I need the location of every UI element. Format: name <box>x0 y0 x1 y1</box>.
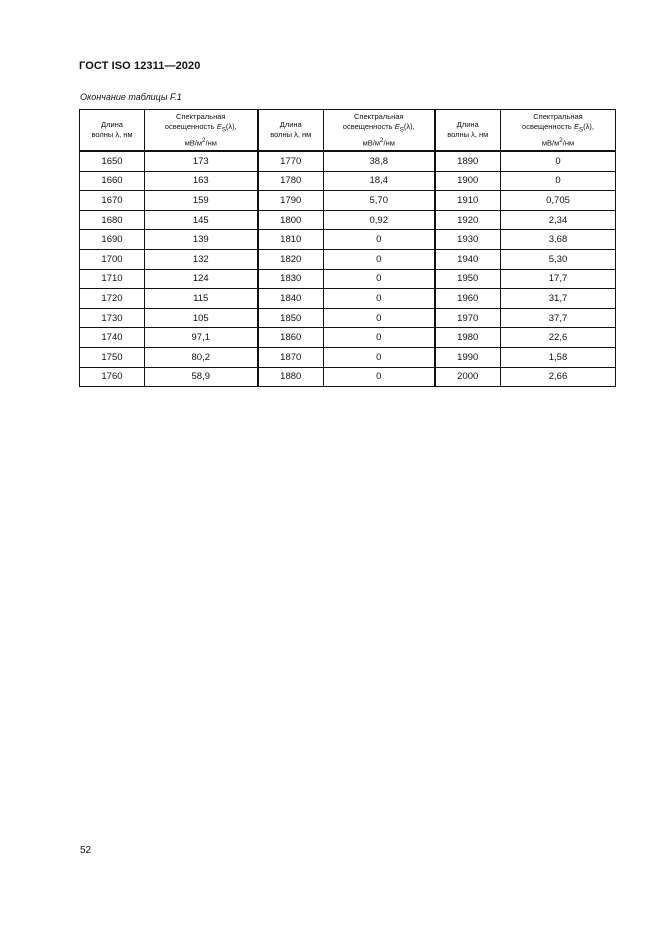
wavelength-cell: 1940 <box>435 249 501 269</box>
wavelength-cell: 1650 <box>80 151 145 171</box>
table-row <box>80 210 616 230</box>
column-header-line1: Длина <box>279 120 302 129</box>
wavelength-cell: 1810 <box>258 230 324 250</box>
irradiance-cell: 58,9 <box>145 367 258 387</box>
irradiance-cell: 0,92 <box>324 210 435 230</box>
irradiance-cell: 17,7 <box>501 269 616 289</box>
wavelength-cell: 1960 <box>435 289 501 309</box>
irradiance-cell: 31,7 <box>501 289 616 309</box>
column-header-line1: Длина <box>101 120 123 129</box>
irradiance-cell: 124 <box>145 269 258 289</box>
table-row <box>80 328 616 348</box>
irradiance-cell: 97,1 <box>145 328 258 348</box>
column-header-line1: Спектральная <box>354 112 404 121</box>
table-row <box>80 151 616 171</box>
column-header-arg: (λ), <box>403 122 415 131</box>
irradiance-cell: 37,7 <box>501 308 616 328</box>
wavelength-cell: 1770 <box>258 151 324 171</box>
wavelength-cell: 1840 <box>258 289 324 309</box>
wavelength-cell: 1860 <box>258 328 324 348</box>
wavelength-cell: 2000 <box>435 367 501 387</box>
wavelength-cell: 1800 <box>258 210 324 230</box>
irradiance-cell: 1,58 <box>501 347 616 367</box>
irradiance-cell: 132 <box>145 249 258 269</box>
irradiance-cell: 0 <box>324 367 435 387</box>
irradiance-cell: 0 <box>324 289 435 309</box>
spectral-irradiance-table <box>79 109 616 387</box>
table-header-row <box>80 110 616 152</box>
irradiance-cell: 139 <box>145 230 258 250</box>
wavelength-cell: 1740 <box>80 328 145 348</box>
column-header-irradiance <box>501 110 616 152</box>
column-header-wavelength <box>80 110 145 152</box>
irradiance-cell: 173 <box>145 151 258 171</box>
page-number: 52 <box>80 845 92 856</box>
irradiance-cell: 3,68 <box>501 230 616 250</box>
irradiance-cell: 0 <box>501 171 616 191</box>
wavelength-cell: 1820 <box>258 249 324 269</box>
wavelength-cell: 1970 <box>435 308 501 328</box>
table-row <box>80 308 616 328</box>
irradiance-cell: 2,34 <box>501 210 616 230</box>
table-caption: Окончание таблицы F.1 <box>80 92 182 102</box>
wavelength-cell: 1680 <box>80 210 145 230</box>
column-header-line2: освещенность <box>522 122 572 131</box>
column-header-arg: (λ), <box>583 122 594 131</box>
wavelength-cell: 1690 <box>80 230 145 250</box>
column-header-symbol: E <box>573 122 579 131</box>
wavelength-cell: 1900 <box>435 171 501 191</box>
wavelength-cell: 1920 <box>435 210 501 230</box>
irradiance-cell: 105 <box>145 308 258 328</box>
irradiance-cell: 38,8 <box>324 151 435 171</box>
wavelength-cell: 1780 <box>258 171 324 191</box>
column-header-irradiance <box>324 110 435 152</box>
irradiance-cell: 115 <box>145 289 258 309</box>
irradiance-cell: 163 <box>145 171 258 191</box>
wavelength-cell: 1730 <box>80 308 145 328</box>
column-header-line2: освещенность <box>342 122 393 131</box>
irradiance-cell: 0 <box>324 230 435 250</box>
column-header-superscript: 2 <box>202 136 206 144</box>
irradiance-cell: 0 <box>324 347 435 367</box>
irradiance-cell: 0 <box>324 328 435 348</box>
column-header-irradiance <box>145 110 258 152</box>
table-row <box>80 269 616 289</box>
wavelength-cell: 1880 <box>258 367 324 387</box>
wavelength-cell: 1790 <box>258 191 324 211</box>
column-header-superscript: 2 <box>380 136 384 144</box>
table-row <box>80 230 616 250</box>
irradiance-cell: 159 <box>145 191 258 211</box>
wavelength-cell: 1710 <box>80 269 145 289</box>
column-header-unit-tail: /нм <box>562 138 575 147</box>
column-header-subscript: S <box>578 126 584 134</box>
irradiance-cell: 22,6 <box>501 328 616 348</box>
table-row <box>80 191 616 211</box>
table-body <box>80 151 616 387</box>
wavelength-cell: 1720 <box>80 289 145 309</box>
wavelength-cell: 1890 <box>435 151 501 171</box>
wavelength-cell: 1830 <box>258 269 324 289</box>
irradiance-cell: 5,30 <box>501 249 616 269</box>
wavelength-cell: 1700 <box>80 249 145 269</box>
wavelength-cell: 1670 <box>80 191 145 211</box>
irradiance-cell: 0,705 <box>501 191 616 211</box>
wavelength-cell: 1660 <box>80 171 145 191</box>
column-header-line2: волны λ, нм <box>91 130 133 139</box>
wavelength-cell: 1990 <box>435 347 501 367</box>
irradiance-cell: 0 <box>324 308 435 328</box>
wavelength-cell: 1750 <box>80 347 145 367</box>
table-row <box>80 171 616 191</box>
document-header: ГОСТ ISO 12311—2020 <box>79 60 201 72</box>
column-header-symbol: E <box>394 122 400 131</box>
irradiance-cell: 0 <box>324 249 435 269</box>
wavelength-cell: 1930 <box>435 230 501 250</box>
column-header-line2: волны λ, нм <box>270 130 312 139</box>
column-header-subscript: S <box>221 126 226 134</box>
irradiance-cell: 80,2 <box>145 347 258 367</box>
irradiance-cell: 0 <box>501 151 616 171</box>
column-header-unit-tail: /нм <box>383 138 395 147</box>
table-row <box>80 249 616 269</box>
wavelength-cell: 1980 <box>435 328 501 348</box>
column-header-wavelength <box>435 110 501 152</box>
irradiance-cell: 5,70 <box>324 191 435 211</box>
irradiance-cell: 145 <box>145 210 258 230</box>
column-header-symbol: E <box>216 122 222 131</box>
irradiance-cell: 2,66 <box>501 367 616 387</box>
wavelength-cell: 1850 <box>258 308 324 328</box>
column-header-line1: Спектральная <box>176 112 226 121</box>
column-header-line2: волны λ, нм <box>447 130 489 139</box>
column-header-line2: освещенность <box>164 122 215 131</box>
column-header-arg: (λ), <box>225 122 237 131</box>
column-header-superscript: 2 <box>559 136 563 144</box>
table-row <box>80 347 616 367</box>
column-header-line1: Длина <box>456 120 479 129</box>
column-header-wavelength <box>258 110 324 152</box>
wavelength-cell: 1950 <box>435 269 501 289</box>
column-header-unit-tail: /нм <box>205 138 217 147</box>
column-header-subscript: S <box>399 126 404 134</box>
wavelength-cell: 1760 <box>80 367 145 387</box>
irradiance-cell: 0 <box>324 269 435 289</box>
wavelength-cell: 1910 <box>435 191 501 211</box>
column-header-unit: мВ/м <box>541 138 560 147</box>
table-row <box>80 367 616 387</box>
wavelength-cell: 1870 <box>258 347 324 367</box>
column-header-line1: Спектральная <box>533 112 583 121</box>
table-row <box>80 289 616 309</box>
column-header-unit: мВ/м <box>362 138 381 147</box>
column-header-unit: мВ/м <box>184 138 203 147</box>
irradiance-cell: 18,4 <box>324 171 435 191</box>
